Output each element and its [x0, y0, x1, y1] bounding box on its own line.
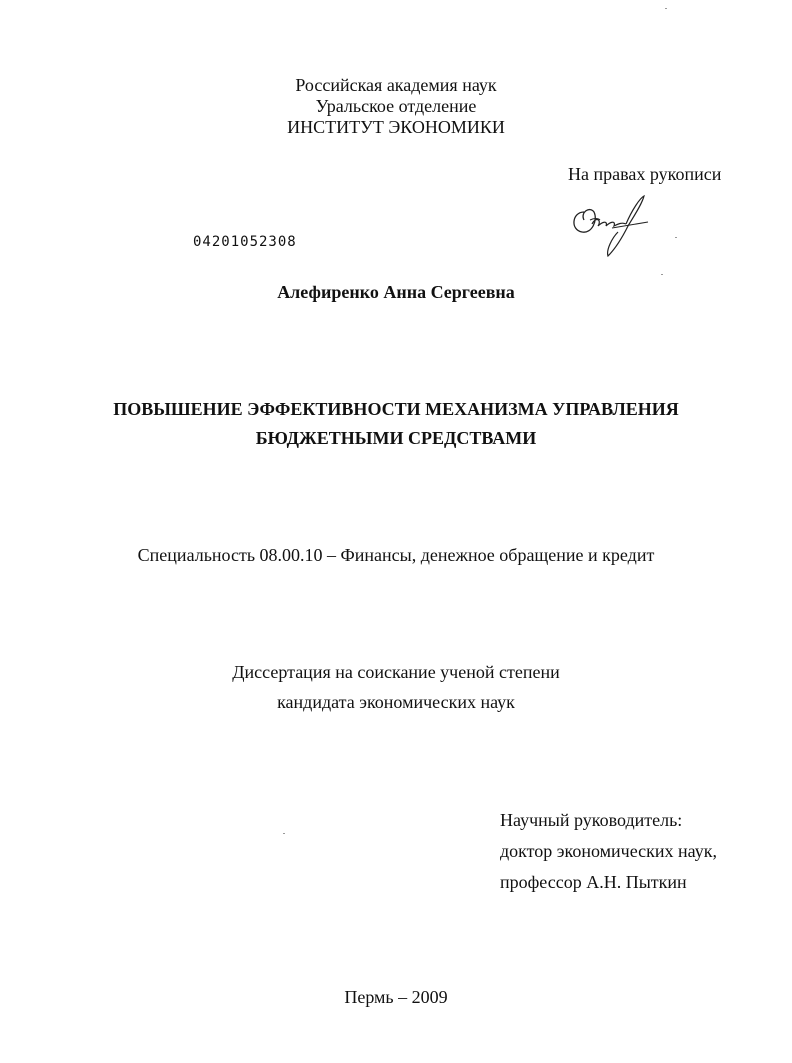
signature — [568, 190, 658, 265]
supervisor-degree: доктор экономических наук, — [500, 841, 717, 861]
dissertation-line-2: кандидата экономических наук — [277, 692, 515, 712]
specialty: Специальность 08.00.10 – Финансы, денежное обращение и кредит — [137, 545, 655, 565]
city-year: Пермь – 2009 — [344, 987, 448, 1007]
title-line-2: БЮДЖЕТНЫМИ СРЕДСТВАМИ — [255, 428, 537, 448]
title-line-1: ПОВЫШЕНИЕ ЭФФЕКТИВНОСТИ МЕХАНИЗМА УПРАВЛЕНИЯ — [113, 399, 679, 419]
author-name: Алефиренко Анна Сергеевна — [277, 282, 515, 302]
rights-note: На правах рукописи — [568, 164, 722, 184]
header-academy: Российская академия наук — [295, 75, 497, 95]
scan-speck — [661, 274, 663, 275]
scan-speck — [675, 237, 677, 238]
supervisor-label: Научный руководитель: — [500, 810, 683, 830]
scan-speck — [283, 833, 285, 834]
dissertation-line-1: Диссертация на соискание ученой степени — [232, 662, 560, 682]
scan-speck — [665, 8, 667, 9]
supervisor-name: профессор А.Н. Пыткин — [500, 872, 687, 892]
document-code: 04201052308 — [193, 234, 297, 250]
header-branch: Уральское отделение — [315, 96, 477, 116]
header-institute: ИНСТИТУТ ЭКОНОМИКИ — [287, 117, 505, 137]
